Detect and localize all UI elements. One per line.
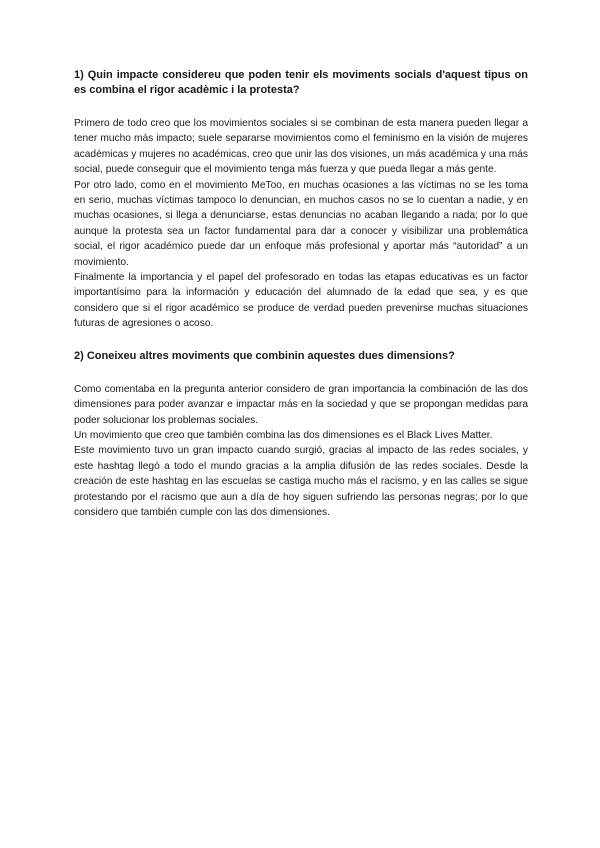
answer-1-paragraph-3: Finalmente la importancia y el papel del profesorado en todas las etapas educativas es un factor importantísimo para la información y educación del alumnado de la edad que sea, y es que considero que si el rigor académico se produce de verdad pueden prevenirse muchas situaciones futuras de agresiones o acoso.: [74, 272, 528, 330]
answer-2-paragraph-2: Un movimiento que creo que también combina las dos dimensiones es el Black Lives Matter.: [74, 429, 493, 441]
answer-1-paragraph-1: Primero de todo creo que los movimientos sociales si se combinan de esta manera pueden llegar a tener mucho más impacto; suele separarse movimientos como el feminismo en la visión de mujeres académicas y mujeres no académicas, creo que unir las dos visiones, un más académica y una más social, puede conseguir que el movimiento tenga más fuerza y que pueda llegar a más gente.: [74, 118, 528, 176]
answer-2-paragraph-3: Este movimiento tuvo un gran impacto cuando surgió, gracias al impacto de las redes sociales, y este hashtag llegó a todo el mundo gracias a la amplia difusión de las redes sociales. Desde la creación de este hashtag en las escuelas se castiga mucho más el racismo, y en las calles se sigue protestando por el racismo que aun a día de hoy siguen sufriendo las personas negras; por lo que considero que también cumple con las dos dimensiones.: [74, 445, 528, 518]
question-1-heading: 1) Quin impacte considereu que poden tenir els moviments socials d'aquest tipus on es combina el rigor acadèmic i la protesta?: [74, 69, 528, 96]
question-2-heading: 2) Coneixeu altres moviments que combinin aquestes dues dimensions?: [74, 349, 455, 362]
answer-2-paragraph-1: Como comentaba en la pregunta anterior considero de gran importancia la combinación de las dos dimensiones para poder avanzar e impactar más en la sociedad y que se propongan medidas para poder solucionar los problemas sociales.: [74, 383, 528, 426]
answer-1-paragraph-2: Por otro lado, como en el movimiento MeToo, en muchas ocasiones a las víctimas no se les toma en serio, muchas víctimas tampoco lo denuncian, en muchos casos no se lo cuentan a nadie, y en muchas ocasiones, si llega a denunciarse, estas denuncias no acaban llegando a nada; por lo que aunque la protesta sea un factor fundamental para dar a conocer y visibilizar una problemática social, el rigor académico puede dar un enfoque más profesional y aportar más “autoridad” a un movimiento.: [74, 179, 528, 268]
question-2-answer: [74, 382, 528, 521]
question-1-answer: [74, 116, 528, 332]
document-page: [74, 68, 528, 537]
